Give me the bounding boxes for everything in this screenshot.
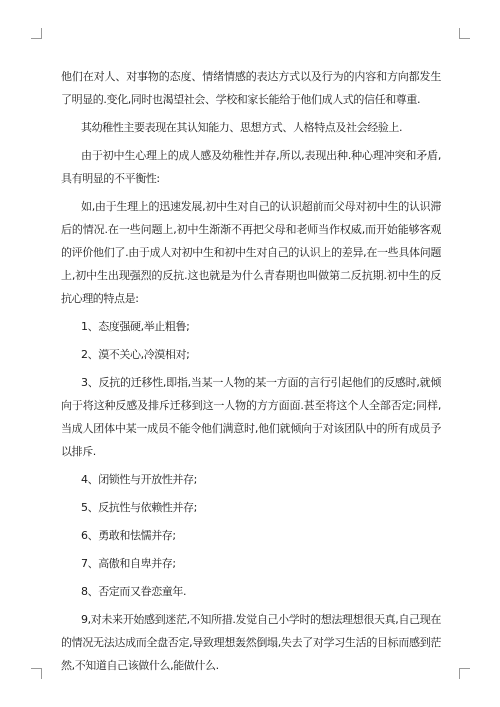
list-item: 3、反抗的迁移性,即指,当某一人物的某一方面的言行引起他们的反感时,就倾向于将这种反感及排斥迁移到这一人物的方方面面.甚至将这个人全部否定;同样,当成人团体中某一成员不能令他们满意时,他们就倾向于对该团队中的所有成员予以排斥. xyxy=(61,376,441,458)
list-item: 8、否定而又眷恋童年. xyxy=(81,585,187,598)
crop-mark-bottom-left xyxy=(31,668,42,679)
paragraph: 其幼稚性主要表现在其认知能力、思想方式、人格特点及社会经验上. xyxy=(81,121,403,134)
list-item: 2、漠不关心,冷漠相对; xyxy=(81,348,190,361)
list-item: 4、闭锁性与开放性并存; xyxy=(81,473,197,486)
crop-mark-bottom-right xyxy=(459,668,470,679)
list-item: 9,对未来开始感到迷茫,不知所措.发觉自己小学时的想法理想很天真,自己现在的情况无法达成而全盘否定,导致理想轰然倒塌,失去了对学习生活的目标而感到茫然,不知道自己该做什么,能做什么. xyxy=(61,613,441,672)
list-item: 5、反抗性与依赖性并存; xyxy=(81,501,197,514)
paragraph: 如,由于生理上的迅速发展,初中生对自己的认识超前而父母对初中生的认识滞后的情况.在一些问题上,初中生渐渐不再把父母和老师当作权威,而开始能够客观的评价他们了.由于成人对初中生和初中生对自己的认识上的差异,在一些具体问题上,初中生出现强烈的反抗.这也就是为什么青春期也叫做第二反抗期.初中生的反抗心理的特点是: xyxy=(61,200,441,305)
list-item: 7、高傲和自卑并存; xyxy=(81,557,176,570)
document-body xyxy=(61,65,441,682)
crop-mark-top-left xyxy=(31,28,42,39)
paragraph: 由于初中生心理上的成人感及幼稚性并存,所以,表现出种.种心理冲突和矛盾,具有明显的不平衡性: xyxy=(61,149,441,185)
list-item: 1、态度强硬,举止粗鲁; xyxy=(81,320,190,333)
crop-mark-top-right xyxy=(459,28,470,39)
paragraph: 他们在对人、对事物的态度、情绪情感的表达方式以及行为的内容和方向都发生了明显的.变化,同时也渴望社会、学校和家长能给于他们成人式的信任和尊重. xyxy=(61,70,441,106)
list-item: 6、勇敢和怯懦并存; xyxy=(81,529,176,542)
